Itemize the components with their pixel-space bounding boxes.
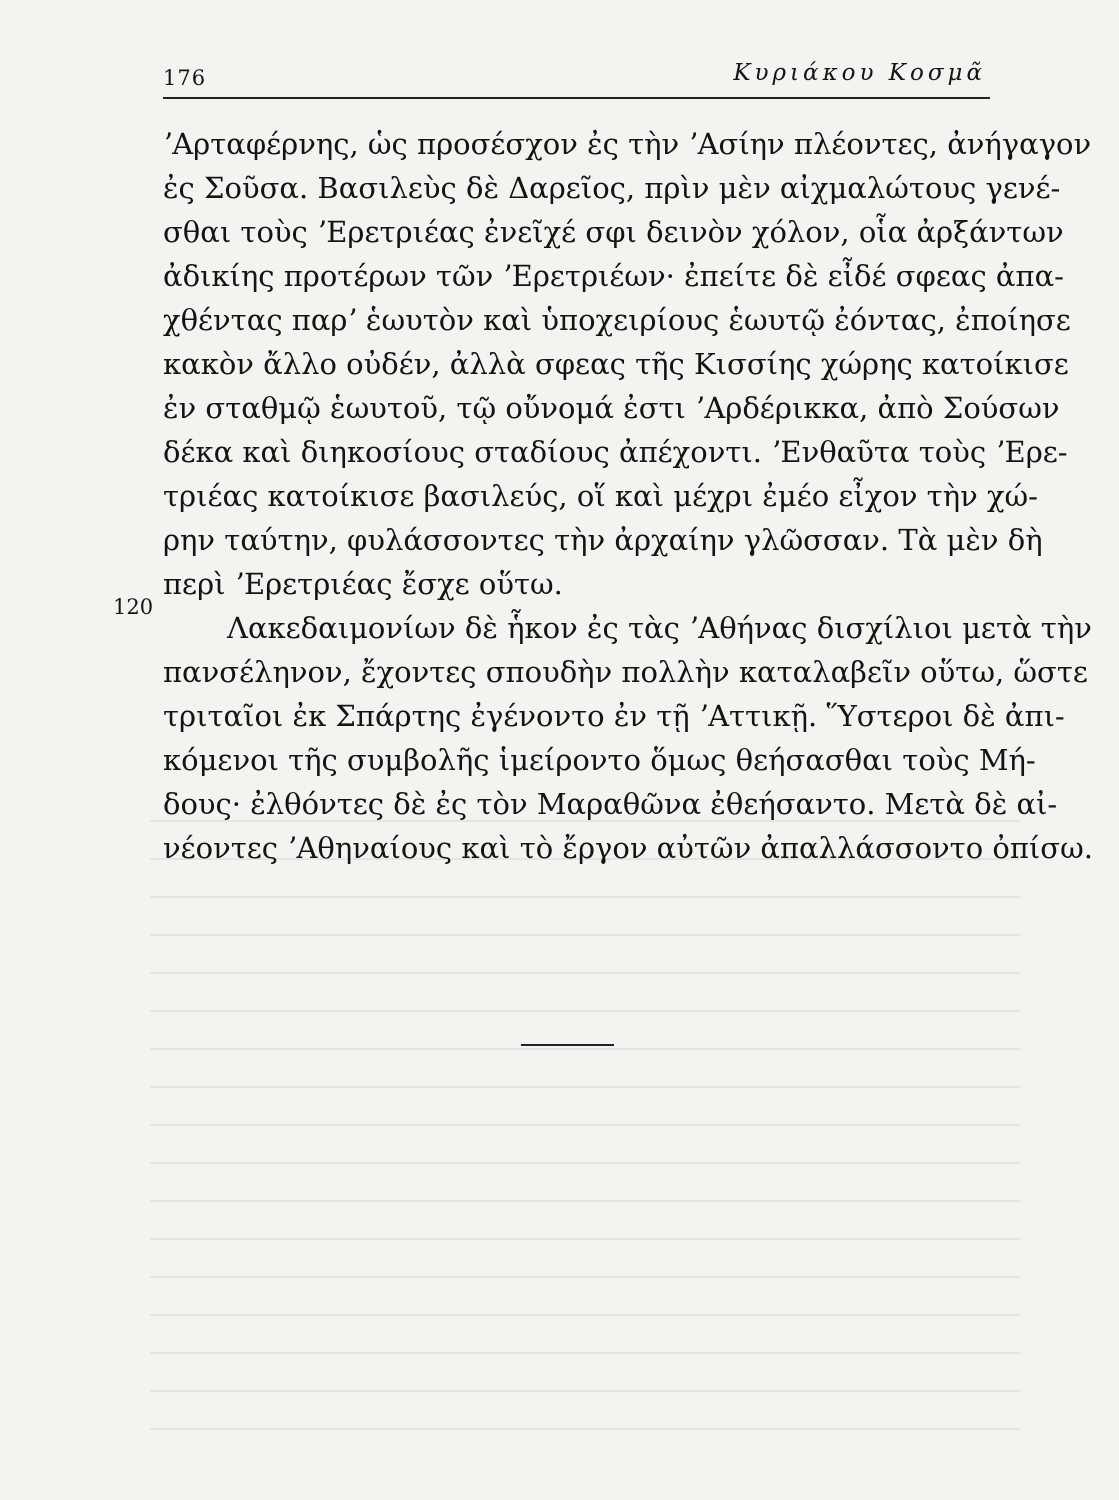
text-line: πανσέληνον, ἔχοντες σπουδὴν πολλὴν καταλαβεῖν οὕτω, ὥστε (163, 655, 1088, 689)
text-line: τριέας κατοίκισε βασιλεύς, οἵ καὶ μέχρι ἐμέο εἶχον τὴν χώ- (163, 479, 1038, 513)
text-line: τριταῖοι ἐκ Σπάρτης ἐγένοντο ἐν τῇ ʼΑττικῇ. Ὕστεροι δὲ ἀπι- (163, 699, 1065, 733)
page-header (163, 60, 990, 96)
text-line: ἀδικίης προτέρων τῶν ʼΕρετριέων· ἐπείτε δὲ εἶδέ σφεας ἀπα- (163, 259, 1064, 293)
text-line: δέκα καὶ διηκοσίους σταδίους ἀπέχοντι. ʼΕνθαῦτα τοὺς ʼΕρε- (163, 435, 1068, 469)
bleed-through-texture (150, 810, 1093, 1430)
text-line: κακὸν ἄλλο οὐδέν, ἀλλὰ σφεας τῆς Κισσίης χώρης κατοίκισε (163, 347, 1069, 381)
text-line: ρην ταύτην, φυλάσσοντες τὴν ἀρχαίην γλῶσσαν. Τὰ μὲν δὴ (163, 523, 1043, 557)
text-line: σθαι τοὺς ʼΕρετριέας ἐνεῖχέ σφι δεινὸν χόλον, οἷα ἀρξάντων (163, 215, 1064, 249)
text-line: περὶ ʼΕρετριέας ἔσχε οὕτω. (163, 567, 563, 601)
text-line: ʼΑρταφέρνης, ὡς προσέσχον ἐς τὴν ʼΑσίην πλέοντες, ἀνήγαγον (163, 127, 1092, 161)
text-line: νέοντες ʼΑθηναίους καὶ τὸ ἔργον αὐτῶν ἀπαλλάσσοντο ὀπίσω. (163, 831, 1093, 865)
text-line: κόμενοι τῆς συμβολῆς ἱμείροντο ὅμως θεήσασθαι τοὺς Μή- (163, 743, 1036, 777)
text-line: χθέντας παρʼ ἑωυτὸν καὶ ὑποχειρίους ἑωυτῷ ἐόντας, ἐποίησε (163, 303, 1071, 337)
header-rule (163, 97, 990, 99)
closing-rule (521, 1044, 614, 1046)
text-line: ἐν σταθμῷ ἑωυτοῦ, τῷ οὔνομά ἐστι ʼΑρδέρικκα, ἀπὸ Σούσων (163, 391, 1060, 425)
margin-line-number: 120 (113, 595, 154, 619)
body-text (163, 122, 1093, 870)
running-head: Κυριάκου Κοσμᾶ (733, 60, 986, 86)
text-line: δους· ἐλθόντες δὲ ἐς τὸν Μαραθῶνα ἐθεήσαντο. Μετὰ δὲ αἰ- (163, 787, 1058, 821)
text-line: Λακεδαιμονίων δὲ ἧκον ἐς τὰς ʼΑθήνας δισχίλιοι μετὰ τὴν (227, 611, 1092, 645)
text-line: ἐς Σοῦσα. Βασιλεὺς δὲ Δαρεῖος, πρὶν μὲν αἰχμαλώτους γενέ- (163, 171, 1061, 205)
page-number: 176 (163, 66, 207, 90)
